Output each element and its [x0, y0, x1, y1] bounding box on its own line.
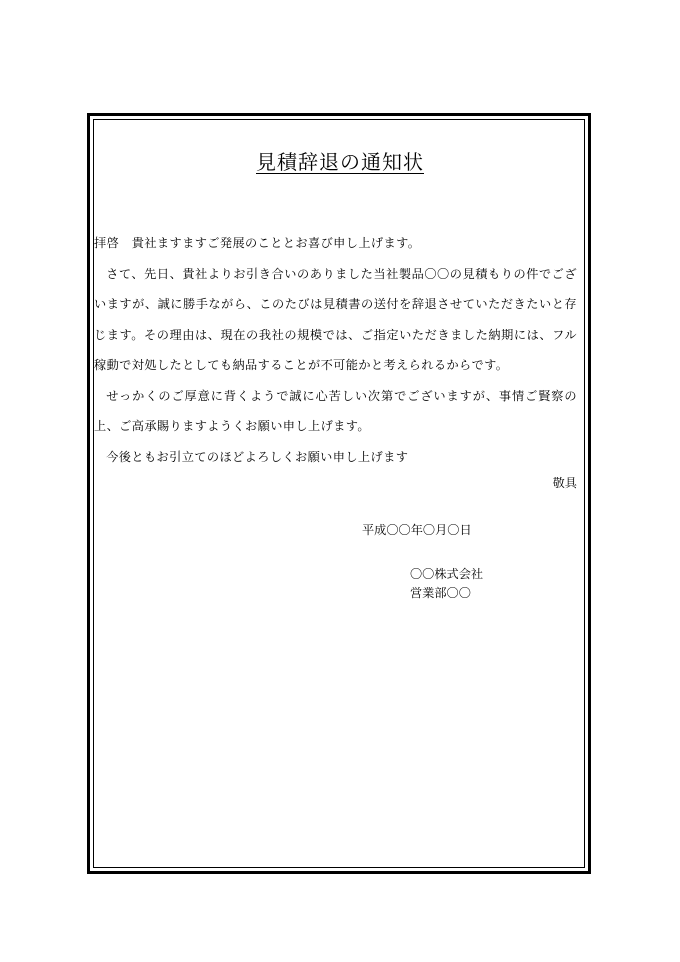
- document-title-container: [0, 150, 680, 174]
- sender-company: 〇〇株式会社: [410, 567, 484, 581]
- closing-word: 敬具: [552, 476, 577, 490]
- closing-paragraph: 今後ともお引立てのほどよろしくお願い申し上げます: [106, 449, 409, 464]
- apology-paragraph: せっかくのご厚意に背くようで誠に心苦しい次第でございますが、事情ご賢察の上、ご高承賜りますようくお願い申し上げます。: [94, 388, 577, 433]
- main-paragraph: さて、先日、貴社よりお引き合いのありました当社製品〇〇の見積もりの件でございますが、誠に勝手ながら、このたびは見積書の送付を辞退させていただきたいと存じます。その理由は、現在の我社の規模では、ご指定いただきました納期には、フル稼動で対処したとしても納品することが不可能かと考えられるからです。: [94, 266, 577, 372]
- letter-date: 平成〇〇年〇月〇日: [362, 523, 472, 537]
- sender-department: 営業部〇〇: [410, 586, 471, 600]
- document-title: 見積辞退の通知状: [256, 150, 424, 174]
- letter-body: [94, 228, 577, 472]
- greeting-paragraph: 拝啓 貴社ますますご発展のこととお喜び申し上げます。: [94, 236, 421, 250]
